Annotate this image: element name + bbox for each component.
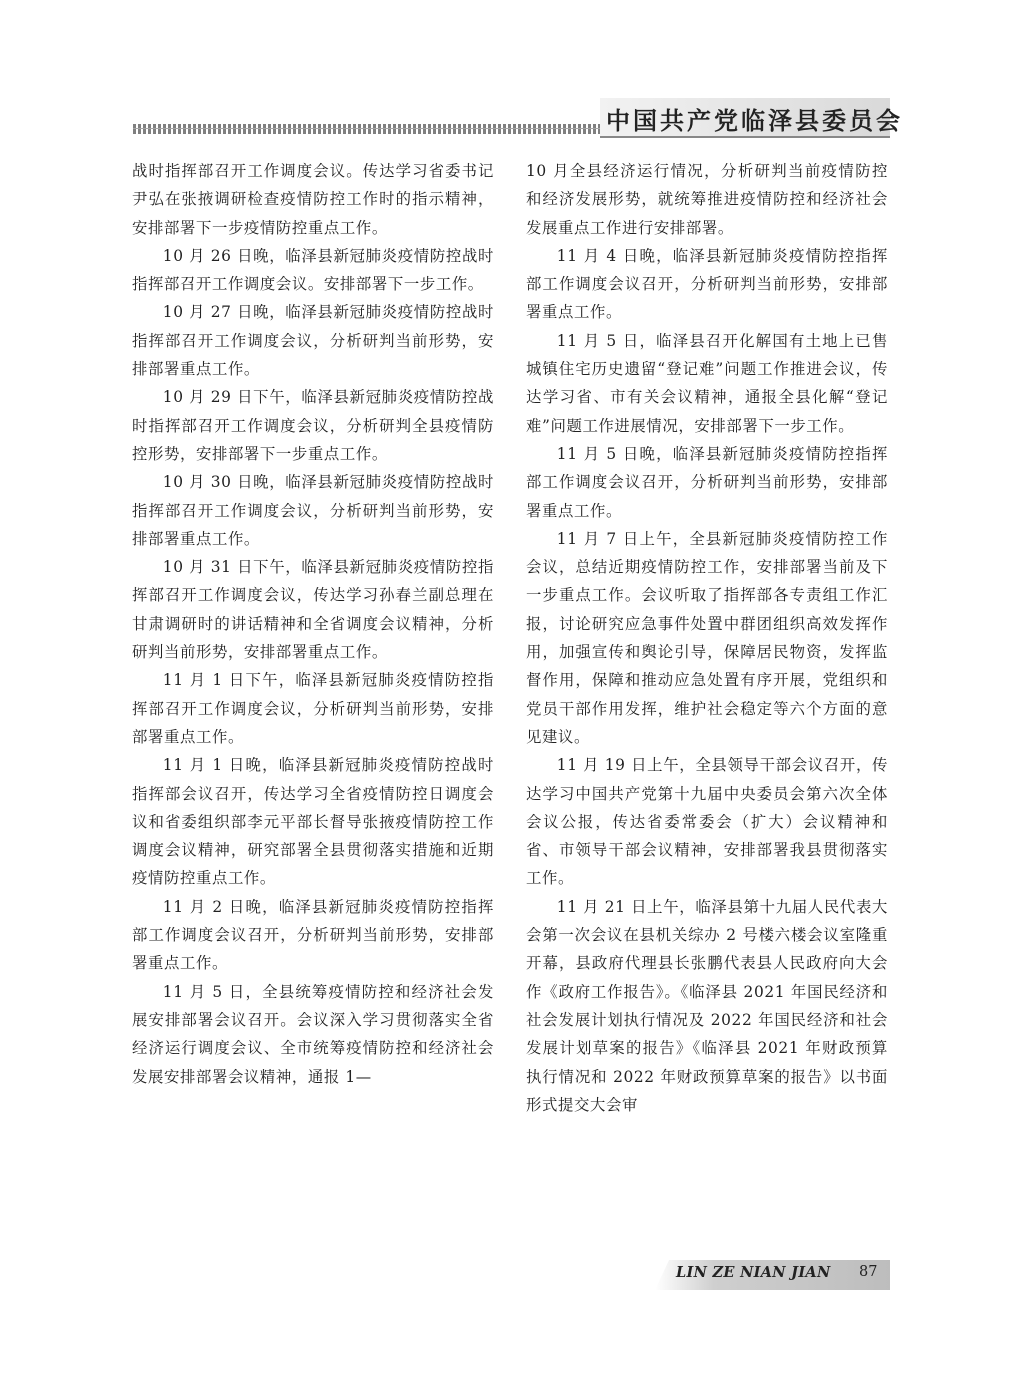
running-header-title: 中国共产党临泽县委员会 — [606, 107, 903, 135]
right-text-column — [526, 157, 888, 1119]
paragraph: 10 月 29 日下午，临泽县新冠肺炎疫情防控战时指挥部召开工作调度会议，分析研判全县疫情防控形势，安排部署下一步重点工作。 — [132, 388, 494, 463]
paragraph: 11 月 5 日，全县统筹疫情防控和经济社会发展安排部署会议召开。会议深入学习贯彻落实全省经济运行调度会议、全市统筹疫情防控和经济社会发展安排部署会议精神，通报 1— — [132, 982, 494, 1086]
left-text-column — [132, 157, 494, 1091]
paragraph: 10 月全县经济运行情况，分析研判当前疫情防控和经济发展形势，就统筹推进疫情防控和经济社会发展重点工作进行安排部署。 — [526, 162, 888, 237]
paragraph: 11 月 4 日晚，临泽县新冠肺炎疫情防控指挥部工作调度会议召开，分析研判当前形势，安排部署重点工作。 — [526, 246, 888, 322]
paragraph: 11 月 21 日上午，临泽县第十九届人民代表大会第一次会议在县机关综办 2 号楼六楼会议室隆重开幕，县政府代理县长张鹏代表县人民政府向大会作《政府工作报告》。《临泽县 2021 年国民经济和社会发展计划执行情况及 2022 年国民经济和社会发展计划草案的报告》《临泽县 2021 年财政预算执行情况和 2022 年财政预算草案的报告》以书面形式提交大会审 — [526, 897, 888, 1114]
page-number: 87 — [859, 1264, 878, 1280]
paragraph: 战时指挥部召开工作调度会议。传达学习省委书记尹弘在张掖调研检查疫情防控工作时的指示精神，安排部署下一步疫情防控重点工作。 — [132, 162, 494, 237]
footer-journal-name: LIN ZE NIAN JIAN — [676, 1264, 831, 1281]
paragraph: 11 月 5 日，临泽县召开化解国有土地上已售城镇住宅历史遗留“登记难”问题工作推进会议，传达学习省、市有关会议精神，通报全县化解“登记难”问题工作进展情况，安排部署下一步工作。 — [526, 331, 888, 435]
paragraph: 10 月 27 日晚，临泽县新冠肺炎疫情防控战时指挥部召开工作调度会议，分析研判当前形势，安排部署重点工作。 — [132, 303, 494, 379]
paragraph: 10 月 31 日下午，临泽县新冠肺炎疫情防控指挥部召开工作调度会议，传达学习孙春兰副总理在甘肃调研时的讲话精神和全省调度会议精神，分析研判当前形势，安排部署重点工作。 — [132, 558, 494, 662]
paragraph: 11 月 2 日晚，临泽县新冠肺炎疫情防控指挥部工作调度会议召开，分析研判当前形势，安排部署重点工作。 — [132, 897, 494, 973]
paragraph: 11 月 19 日上午，全县领导干部会议召开，传达学习中国共产党第十九届中央委员会第六次全体会议公报，传达省委常委会（扩大）会议精神和省、市领导干部会议精神，安排部署我县贯彻落实工作。 — [526, 756, 888, 888]
paragraph: 10 月 26 日晚，临泽县新冠肺炎疫情防控战时指挥部召开工作调度会议。安排部署下一步工作。 — [132, 246, 494, 294]
paragraph: 11 月 7 日上午，全县新冠肺炎疫情防控工作会议，总结近期疫情防控工作，安排部署当前及下一步重点工作。会议听取了指挥部各专责组工作汇报，讨论研究应急事件处置中群团组织高效发挥作用，加强宣传和舆论引导，保障居民物资，发挥监督作用，保障和推动应急处置有序开展，党组织和党员干部作用发挥，维护社会稳定等六个方面的意见建议。 — [526, 529, 888, 746]
paragraph: 11 月 1 日晚，临泽县新冠肺炎疫情防控战时指挥部会议召开，传达学习全省疫情防控日调度会议和省委组织部李元平部长督导张掖疫情防控工作调度会议精神，研究部署全县贯彻落实措施和近期疫情防控重点工作。 — [132, 756, 494, 888]
paragraph: 11 月 5 日晚，临泽县新冠肺炎疫情防控指挥部工作调度会议召开，分析研判当前形势，安排部署重点工作。 — [526, 444, 888, 520]
paragraph: 10 月 30 日晚，临泽县新冠肺炎疫情防控战时指挥部召开工作调度会议，分析研判当前形势，安排部署重点工作。 — [132, 473, 494, 548]
paragraph: 11 月 1 日下午，临泽县新冠肺炎疫情防控指挥部召开工作调度会议，分析研判当前形势，安排部署重点工作。 — [132, 671, 494, 746]
header-decorative-rule — [133, 124, 603, 134]
